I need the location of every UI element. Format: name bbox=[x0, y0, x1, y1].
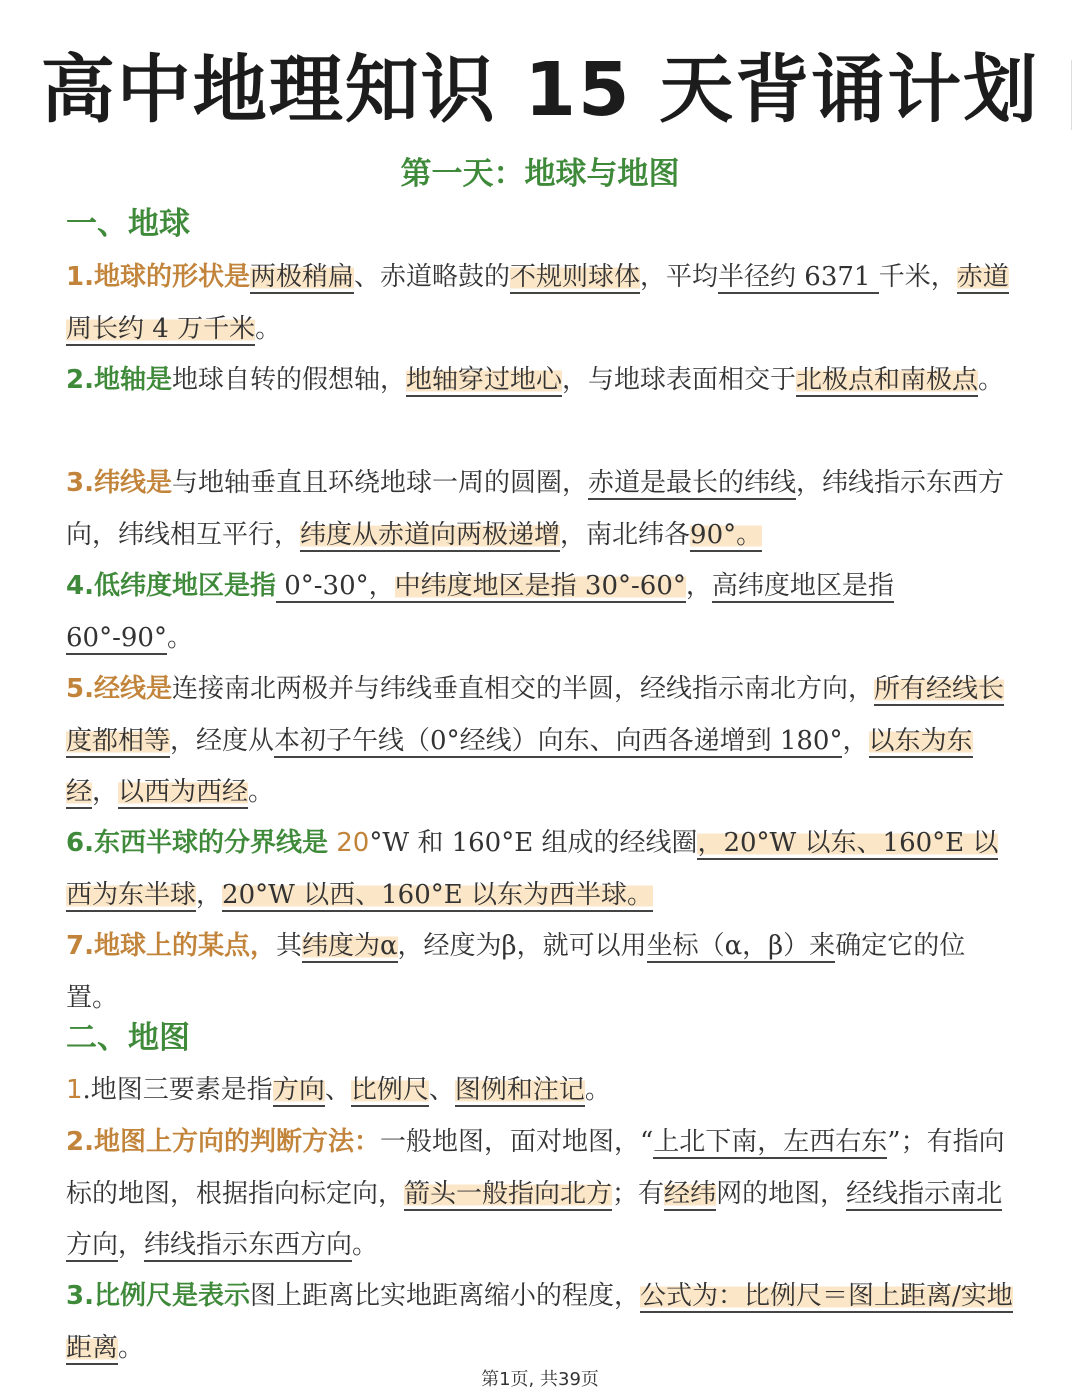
paragraph-lead: 7.地球上的某点， bbox=[66, 931, 276, 961]
text: ；有 bbox=[612, 1178, 665, 1209]
text: 、 bbox=[324, 1075, 351, 1105]
text: ， bbox=[118, 1230, 145, 1260]
highlight: 以东为东经 bbox=[66, 725, 973, 807]
paragraph-lead: 3.比例尺是表示 bbox=[66, 1281, 250, 1311]
paragraph-lead: 2.地轴是 bbox=[66, 365, 172, 395]
text: 20 bbox=[327, 828, 370, 858]
highlight: 比例尺 bbox=[350, 1075, 429, 1105]
text: 确定它的位置。 bbox=[66, 931, 966, 1013]
text: 与地轴垂直且环绕地球一周的圆圈， bbox=[171, 468, 588, 498]
text: 。 bbox=[352, 1230, 379, 1260]
underline: 高纬度地区是指 60°-90° bbox=[66, 571, 894, 653]
paragraph-map-scale bbox=[66, 1271, 1016, 1374]
highlight: 不规则球体 bbox=[510, 262, 641, 292]
highlight: 90°。 bbox=[690, 519, 763, 550]
paragraph-lead: 6.东西半球的分界线是 bbox=[66, 828, 328, 858]
text: 其 bbox=[275, 931, 302, 961]
highlight: 纬度为α bbox=[301, 931, 398, 961]
text: ， bbox=[92, 777, 119, 807]
text: °W 和 160°E 组成的经线圈 bbox=[369, 828, 698, 858]
underline: 向西各递增到 180° bbox=[615, 725, 843, 756]
highlight: 方向 bbox=[272, 1075, 325, 1105]
underline: 经线指示南北方向 bbox=[66, 1178, 1003, 1260]
text: 。 bbox=[255, 313, 282, 344]
paragraph-map-elements bbox=[66, 1065, 1016, 1117]
text: 。 bbox=[978, 365, 1005, 395]
section-heading-earth: 一、地球 bbox=[66, 206, 190, 242]
underline: 0°-30°， bbox=[275, 571, 395, 601]
highlight: 北极点和南极点 bbox=[796, 365, 979, 395]
paragraph-earth-axis bbox=[66, 355, 1016, 407]
text: ，与地球表面相交于 bbox=[562, 365, 797, 395]
text: 地球自转的假想轴， bbox=[171, 365, 406, 395]
underline: 本初子午线（0°经线）向东、 bbox=[274, 725, 616, 756]
highlight: 纬度从赤道向两极递增 bbox=[300, 519, 561, 550]
highlight: 赤道周长约 4 万千米 bbox=[66, 262, 1009, 344]
text: 、 bbox=[428, 1075, 455, 1105]
underline: 纬线指示东西方向 bbox=[144, 1230, 353, 1260]
text: 。 bbox=[248, 777, 275, 807]
highlight: 所有经线长度都相等 bbox=[66, 674, 1004, 756]
text: ， bbox=[685, 571, 712, 601]
text: 一般地图，面对地图，“ bbox=[379, 1127, 654, 1157]
highlight: 图例和注记 bbox=[454, 1075, 585, 1105]
text: 千米， bbox=[878, 262, 957, 292]
text: ， bbox=[196, 879, 223, 910]
paragraph-lead: 1.地球的形状是 bbox=[66, 262, 250, 292]
paragraph-lead: 2.地图上方向的判断方法： bbox=[66, 1127, 380, 1157]
highlight: 20°W 以西、160°E 以东为西半球。 bbox=[222, 879, 653, 910]
text: 。 bbox=[118, 1332, 145, 1363]
text: 。 bbox=[166, 622, 193, 653]
text: ，经度从 bbox=[170, 725, 275, 756]
text: .地图三要素是指 bbox=[82, 1075, 273, 1105]
page-subtitle: 第一天：地球与地图 bbox=[400, 156, 680, 192]
paragraph-lead: 3.纬线是 bbox=[66, 468, 172, 498]
text: 图上距离比实地距离缩小的程度， bbox=[249, 1281, 640, 1311]
highlight: 地轴穿过地心 bbox=[405, 365, 562, 395]
paragraph-map-direction bbox=[66, 1117, 1016, 1272]
paragraph-coordinates bbox=[66, 921, 1016, 1024]
paragraph-lead: 1 bbox=[66, 1075, 83, 1105]
section-heading-map: 二、地图 bbox=[66, 1020, 190, 1056]
highlight: 经纬 bbox=[664, 1178, 717, 1209]
text: ， bbox=[842, 725, 869, 756]
text: 。 bbox=[584, 1075, 611, 1105]
text: ，南北纬各 bbox=[560, 519, 691, 550]
page-title: 高中地理知识 15 天背诵计划 bbox=[40, 47, 1040, 133]
highlight: 中纬度地区是指 30°-60° bbox=[394, 571, 686, 601]
highlight: 两极稍扁 bbox=[249, 262, 354, 292]
paragraph-hemisphere-boundary bbox=[66, 818, 1016, 921]
text: 连接南北两极并与纬线垂直相交的半圆，经线指示南北方向， bbox=[171, 674, 874, 704]
paragraph-earth-shape bbox=[66, 252, 1016, 355]
highlight: 以西为西经 bbox=[118, 777, 249, 807]
highlight: 箭头一般指向北方 bbox=[404, 1178, 613, 1209]
text: ，经度为β，就可以用 bbox=[397, 931, 647, 961]
text: ，纬线指示东西方向，纬线相互平行， bbox=[66, 468, 1005, 550]
paragraph-longitude-lines bbox=[66, 664, 1016, 819]
underline: 上北下南，左西右东 bbox=[653, 1127, 888, 1157]
highlight: 公式为：比例尺＝图上距离/实地距离 bbox=[66, 1281, 1013, 1363]
paragraph-latitude-zones bbox=[66, 561, 1016, 664]
text: 网的地图， bbox=[716, 1178, 847, 1209]
highlight: ，20°W 以东、160°E 以西为东半球 bbox=[66, 828, 999, 910]
text: 、赤道略鼓的 bbox=[353, 262, 510, 292]
underline: 半径约 6371 bbox=[718, 262, 879, 292]
paragraph-latitude-lines bbox=[66, 458, 1016, 561]
paragraph-lead: 5.经线是 bbox=[66, 674, 172, 704]
page-number: 第1页, 共39页 bbox=[481, 1369, 599, 1390]
text: ，平均 bbox=[640, 262, 719, 292]
underline: 坐标（α，β）来 bbox=[646, 931, 836, 961]
underline: 赤道是最长的纬线 bbox=[587, 468, 796, 498]
paragraph-lead: 4.低纬度地区是指 bbox=[66, 571, 276, 601]
text: ”；有指向标的地图，根据指向标定向， bbox=[66, 1127, 1005, 1209]
